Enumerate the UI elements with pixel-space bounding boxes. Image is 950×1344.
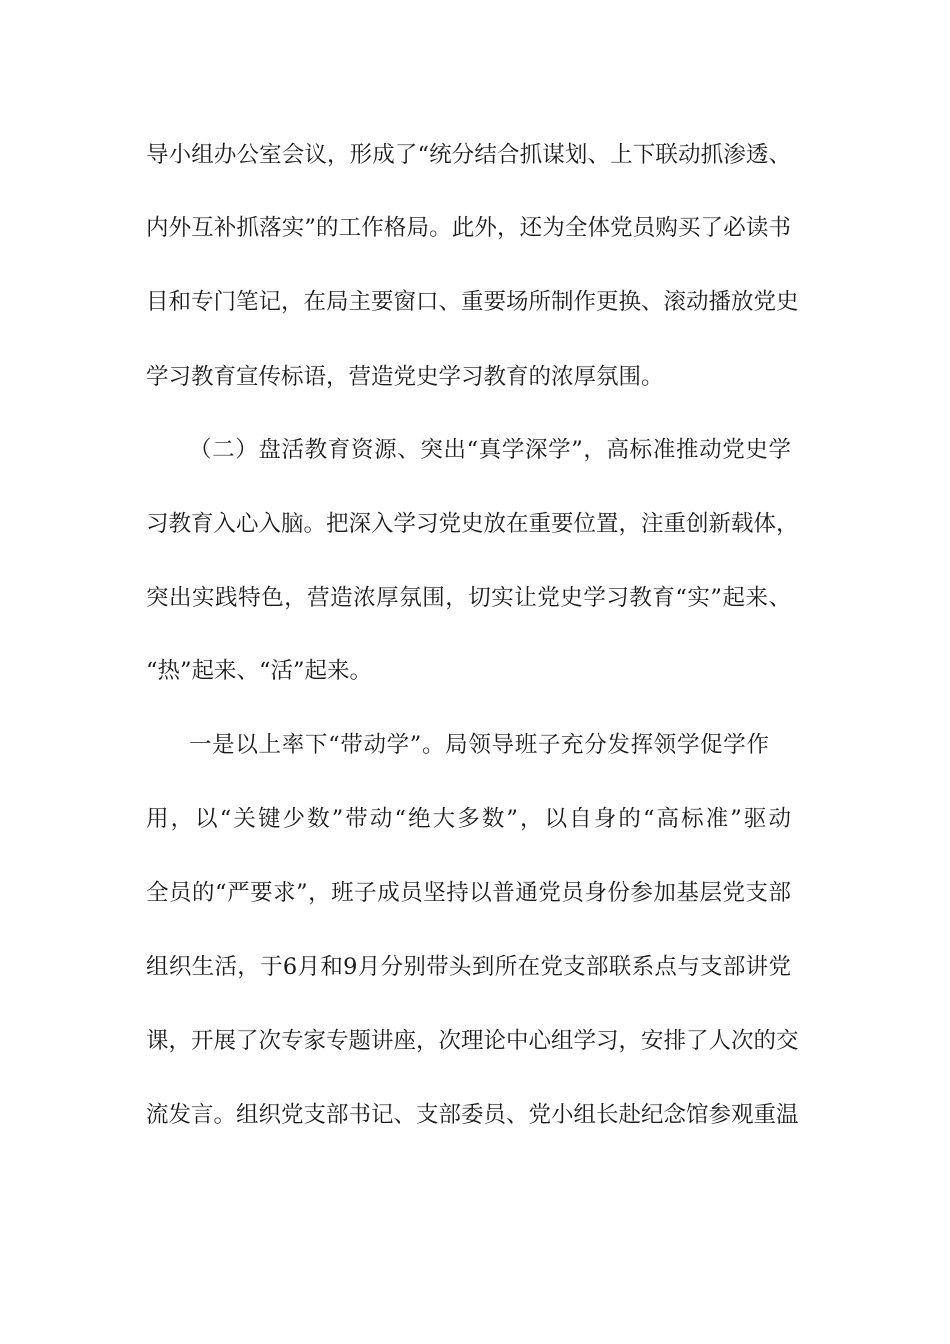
- text-line: 用，以“关键少数”带动“绝大多数”，以自身的“高标准”驱动: [146, 806, 791, 832]
- text-line: “热”起来、“活”起来。: [146, 658, 373, 684]
- text-line: 导小组办公室会议，形成了“统分结合抓谋划、上下联动抓渗透、: [146, 142, 791, 168]
- text-line: 内外互补抓落实”的工作格局。此外，还为全体党员购买了必读书: [146, 215, 791, 241]
- text-line: 习教育入心入脑。把深入学习党史放在重要位置，注重创新载体，: [146, 511, 799, 537]
- text-line: 学习教育宣传标语，营造党史学习教育的浓厚氛围。: [146, 364, 664, 390]
- text-line: 流发言。组织党支部书记、支部委员、党小组长赴纪念馆参观重温: [146, 1102, 799, 1128]
- text-line: 组织生活，于6月和9月分别带头到所在党支部联系点与支部讲党: [146, 954, 791, 980]
- paragraph-start-line: 一是以上率下“带动学”。局领导班子充分发挥领学促学作: [189, 732, 769, 758]
- text-line: 目和专门笔记，在局主要窗口、重要场所制作更换、滚动播放党史: [146, 289, 799, 315]
- text-line: 全员的“严要求”，班子成员坚持以普通党员身份参加基层党支部: [146, 880, 791, 906]
- text-line: 课，开展了次专家专题讲座，次理论中心组学习，安排了人次的交: [146, 1028, 799, 1054]
- section-heading-line: （二）盘活教育资源、突出“真学深学”，高标准推动党史学: [189, 437, 791, 463]
- text-line: 突出实践特色，营造浓厚氛围，切实让党史学习教育“实”起来、: [146, 585, 791, 611]
